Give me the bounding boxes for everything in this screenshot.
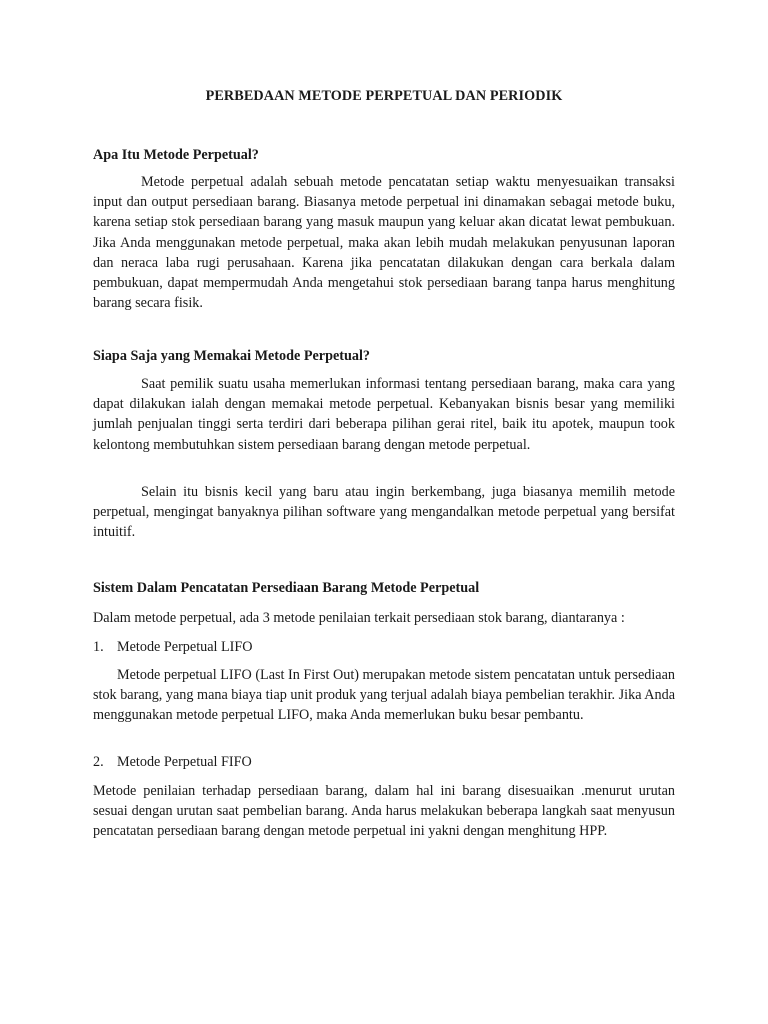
section-heading: Sistem Dalam Pencatatan Persediaan Barang Metode Perpetual — [93, 580, 480, 596]
list-label: Metode Perpetual FIFO — [117, 754, 252, 770]
paragraph: Metode perpetual LIFO (Last In First Out) merupakan metode sistem pencatatan untuk persediaan stok barang, yang mana biaya tiap unit produk yang terjual adalah biaya pembelian terakhir. Jika Anda menggunakan metode perpetual LIFO, maka Anda memerlukan buku besar pembantu. — [93, 667, 675, 724]
section-heading: Apa Itu Metode Perpetual? — [93, 147, 259, 163]
document-title: PERBEDAAN METODE PERPETUAL DAN PERIODIK — [205, 88, 563, 104]
list-label: Metode Perpetual LIFO — [117, 639, 253, 655]
paragraph: Saat pemilik suatu usaha memerlukan informasi tentang persediaan barang, maka cara yang dapat dilakukan ialah dengan memakai metode perpetual. Kebanyakan bisnis besar yang memiliki jumlah penjualan tinggi serta terdiri dari beberapa pilihan gerai ritel, baik itu apotek, maupun took kelontong membutuhkan sistem persediaan barang dengan metode perpetual. — [93, 376, 675, 453]
list-item-lifo-body — [93, 665, 675, 726]
paragraph: Selain itu bisnis kecil yang baru atau ingin berkembang, juga biasanya memilih metode perpetual, mengingat banyaknya pilihan software yang mengandalkan metode perpetual yang bersifat intuitif. — [93, 484, 675, 541]
section-heading: Siapa Saja yang Memakai Metode Perpetual? — [93, 348, 371, 364]
section-recording-intro — [93, 608, 675, 628]
section-recording-system — [93, 578, 675, 598]
section-who-uses-perpetual-body-2 — [93, 482, 675, 543]
list-item-fifo — [93, 752, 675, 772]
section-who-uses-perpetual — [93, 346, 675, 366]
list-number: 2. — [93, 754, 104, 770]
list-item-fifo-body — [93, 781, 675, 842]
paragraph: Metode perpetual adalah sebuah metode pencatatan setiap waktu menyesuaikan transaksi input dan output persediaan barang. Biasanya metode perpetual ini dinamakan sebagai metode buku, karena setiap stok persediaan barang yang masuk maupun yang keluar akan dicatat lewat pembukuan. Jika Anda menggunakan metode perpetual, maka akan lebih mudah melakukan penyusunan laporan dan neraca laba rugi perusahaan. Karena jika pencatatan dilakukan dengan cara berkala dalam pembukuan, dapat mempermudah Anda mengetahui stok persediaan barang tanpa harus menghitung barang secara fisik. — [93, 174, 675, 312]
paragraph: Dalam metode perpetual, ada 3 metode penilaian terkait persediaan stok barang, diantaranya : — [93, 610, 625, 626]
list-item-lifo — [93, 637, 675, 657]
list-number: 1. — [93, 639, 104, 655]
section-what-is-perpetual-body — [93, 172, 675, 313]
paragraph: Metode penilaian terhadap persediaan barang, dalam hal ini barang disesuaikan .menurut urutan sesuai dengan urutan saat pembelian barang. Anda harus melakukan beberapa langkah saat menyusun pencatatan persediaan barang dengan metode perpetual ini yakni dengan menghitung HPP. — [93, 783, 675, 840]
section-what-is-perpetual — [93, 145, 675, 165]
section-who-uses-perpetual-body — [93, 374, 675, 455]
